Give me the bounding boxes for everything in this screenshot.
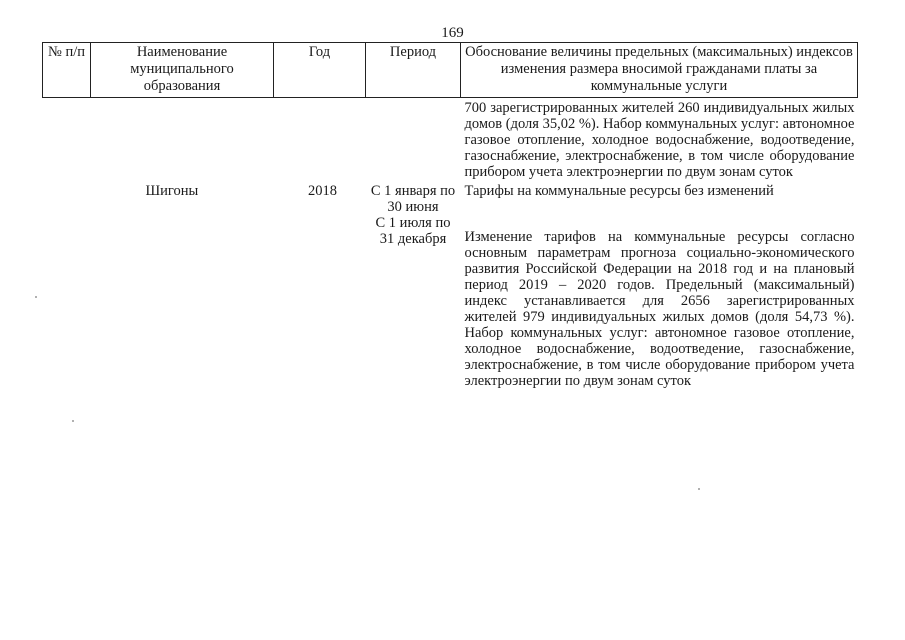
header-period: Период xyxy=(366,43,461,98)
table-body xyxy=(43,98,858,390)
scan-speck xyxy=(72,420,74,422)
row-year: 2018 xyxy=(308,183,337,199)
scan-speck xyxy=(35,296,37,298)
municipality-name: Шигоны xyxy=(145,183,199,199)
header-year: Год xyxy=(274,43,366,98)
scan-speck xyxy=(698,488,700,490)
header-justification: Обоснование величины предельных (максимальных) индексов изменения размера вносимой гражданами платы за коммунальные услуги xyxy=(461,43,858,98)
header-municipality: Наименование муниципального образования xyxy=(91,43,274,98)
table-row xyxy=(43,98,858,181)
period-second-half: С 1 июля по 31 декабря xyxy=(375,215,451,247)
page-number: 169 xyxy=(441,25,464,41)
tariff-table xyxy=(42,42,858,389)
continuation-justification: 700 зарегистрированных жителей 260 индивидуальных жилых домов (доля 35,02 %). Набор коммунальных услуг: автономное газовое отопление, холодное водоснабжение, водоотведение, газоснабжение, электроснабжение, в том числе оборудование прибором учета электроэнергии по двум зонам суток xyxy=(464,100,855,180)
table-header xyxy=(43,43,858,98)
header-number: № п/п xyxy=(43,43,91,98)
table-row xyxy=(43,180,858,215)
period-first-half: С 1 января по 30 июня xyxy=(370,183,456,215)
justification-first-half: Тарифы на коммунальные ресурсы без изменений xyxy=(464,183,774,199)
justification-second-half: Изменение тарифов на коммунальные ресурсы согласно основным параметрам прогноза социально-экономического развития Российской Федерации на 2018 год и на плановый период 2019 – 2020 годов. Предельный (максимальный) индекс устанавливается для 2656 зарегистрированных жителей 979 индивидуальных жилых домов (доля 54,73 %). Набор коммунальных услуг: автономное газовое отопление, холодное водоснабжение, водоотведение, газоснабжение, электроснабжение, в том числе оборудование прибором учета электроэнергии по двум зонам суток xyxy=(464,229,855,389)
